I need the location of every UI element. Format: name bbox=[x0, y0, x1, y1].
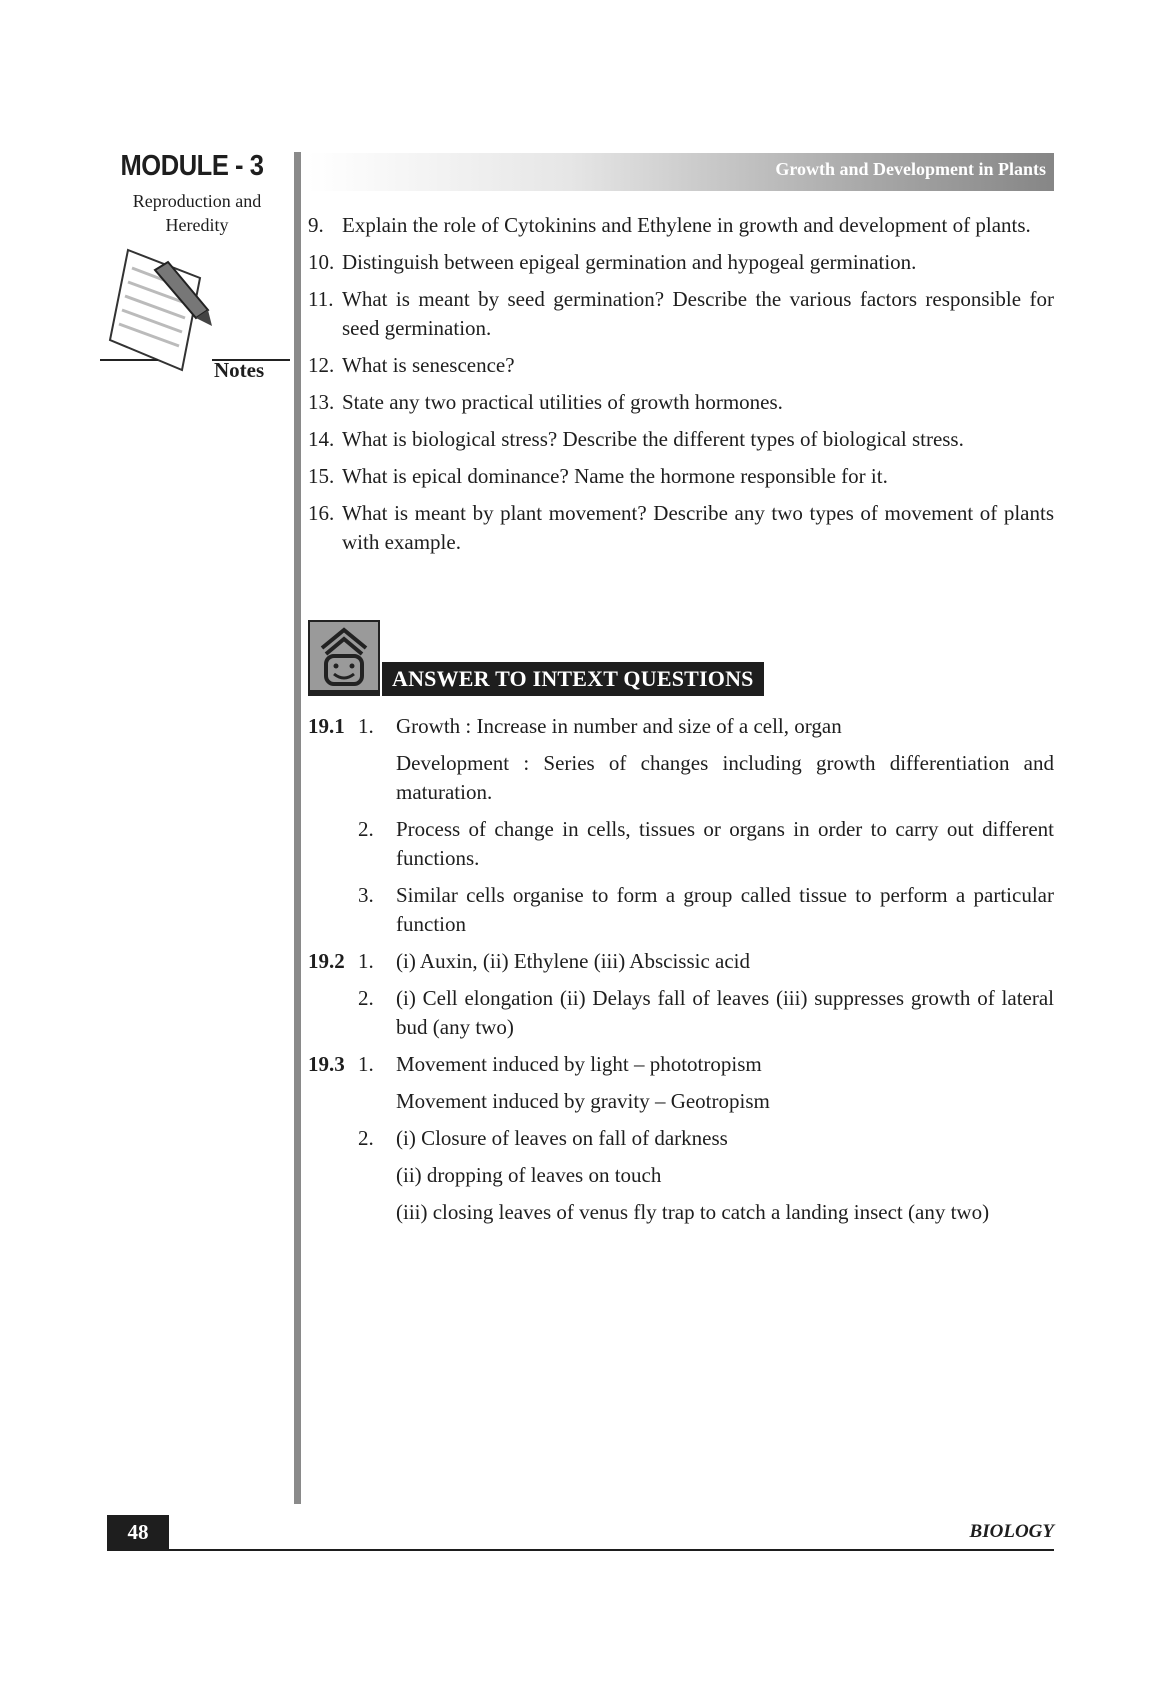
answer-row: 2. (i) Cell elongation (ii) Delays fall of leaves (iii) suppresses growth of lateral bud (any two) bbox=[358, 986, 1054, 1039]
subject-label: BIOLOGY bbox=[969, 1521, 1054, 1542]
answer-row: (ii) dropping of leaves on touch bbox=[396, 1163, 662, 1187]
answers-heading: ANSWER TO INTEXT QUESTIONS bbox=[382, 662, 764, 696]
question-item: 15. What is epical dominance? Name the hormone responsible for it. bbox=[308, 464, 888, 488]
notepad-pencil-icon bbox=[100, 240, 290, 375]
answer-row: Movement induced by gravity – Geotropism bbox=[396, 1089, 770, 1113]
answer-row: Development : Series of changes including growth differentiation and maturation. bbox=[396, 751, 1054, 804]
margin-divider bbox=[294, 152, 301, 1504]
module-subtitle bbox=[107, 189, 287, 237]
answer-row: 19.2 1. (i) Auxin, (ii) Ethylene (iii) Abscissic acid bbox=[308, 949, 751, 973]
answer-row: 2. Process of change in cells, tissues or organs in order to carry out different functions. bbox=[358, 817, 1054, 870]
question-item: 13. State any two practical utilities of growth hormones. bbox=[308, 390, 783, 414]
answer-row: 3. Similar cells organise to form a group called tissue to perform a particular function bbox=[358, 883, 1054, 936]
answers-heading-block bbox=[308, 620, 1054, 698]
answer-house-icon bbox=[308, 620, 380, 696]
answer-row: 19.3 1. Movement induced by light – phototropism bbox=[308, 1052, 762, 1076]
module-subtitle-line2: Heredity bbox=[165, 215, 229, 235]
answer-row: 2. (i) Closure of leaves on fall of darkness bbox=[358, 1126, 728, 1150]
answer-row: 19.1 1. Growth : Increase in number and size of a cell, organ bbox=[308, 714, 842, 738]
module-subtitle-line1: Reproduction and bbox=[132, 191, 262, 211]
questions-list bbox=[308, 211, 1054, 565]
question-item: 12. What is senescence? bbox=[308, 353, 515, 377]
notes-label: Notes bbox=[214, 358, 265, 382]
chapter-header bbox=[308, 153, 1054, 191]
chapter-title: Growth and Development in Plants bbox=[775, 159, 1046, 179]
answers-list bbox=[308, 712, 1054, 1235]
question-item: 16. What is meant by plant movement? Describe any two types of movement of plants with example. bbox=[308, 501, 1054, 554]
question-item: 10. Distinguish between epigeal germination and hypogeal germination. bbox=[308, 250, 917, 274]
page-number: 48 bbox=[107, 1515, 169, 1549]
footer-rule bbox=[107, 1549, 1054, 1551]
question-item: 9. Explain the role of Cytokinins and Ethylene in growth and development of plants. bbox=[308, 213, 1031, 237]
module-title: MODULE - 3 bbox=[120, 150, 264, 182]
question-item: 14. What is biological stress? Describe the different types of biological stress. bbox=[308, 427, 964, 451]
answer-row: (iii) closing leaves of venus fly trap to catch a landing insect (any two) bbox=[396, 1200, 990, 1224]
question-item: 11. What is meant by seed germination? Describe the various factors responsible for seed germination. bbox=[308, 287, 1054, 340]
